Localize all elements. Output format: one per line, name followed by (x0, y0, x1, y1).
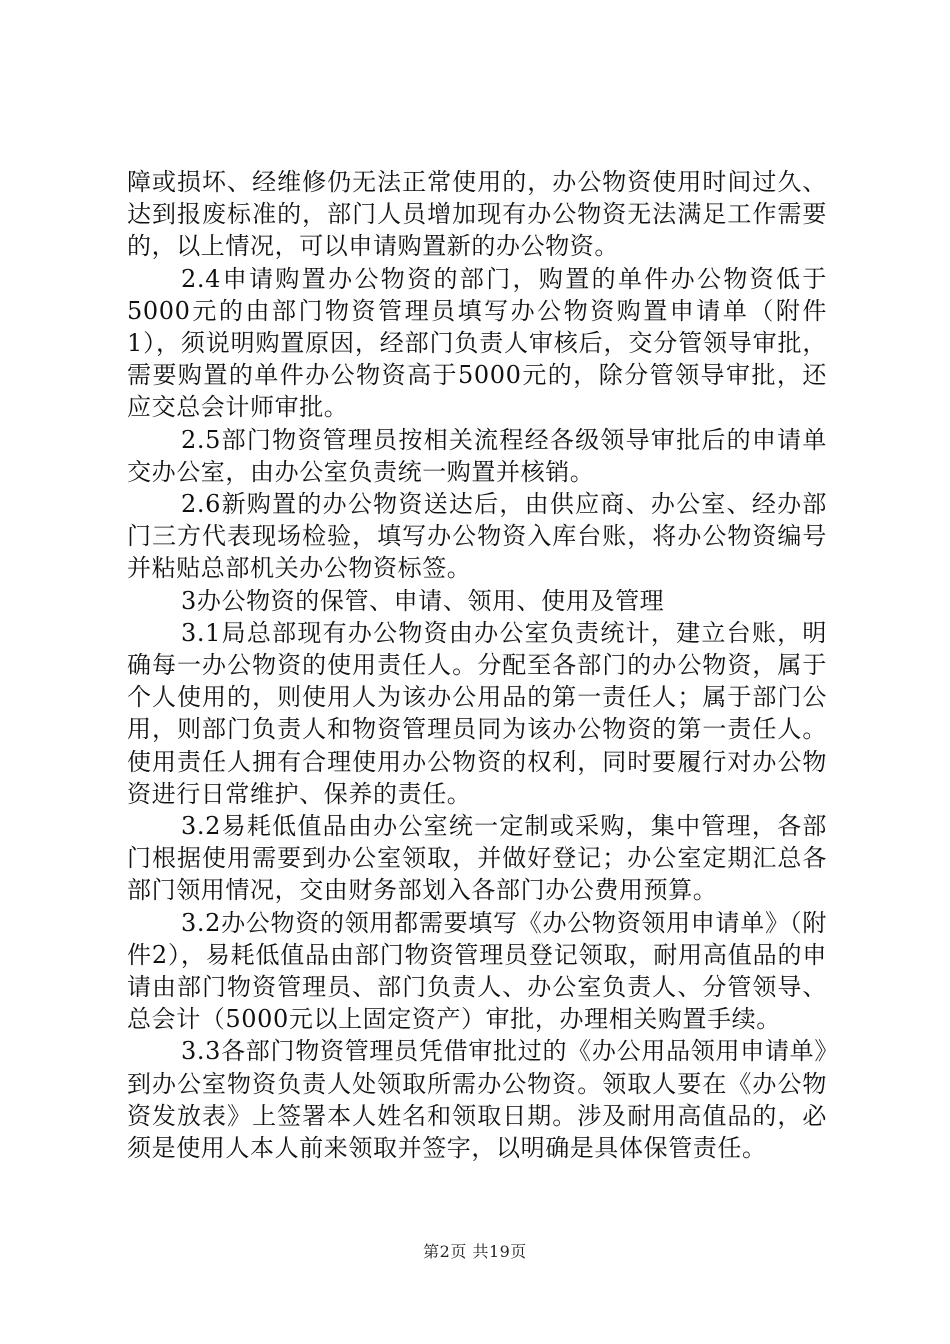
document-body (127, 166, 827, 1164)
paragraph-3-2-b: 3.2办公物资的领用都需要填写《办公物资领用申请单》（附件2），易耗低值品由部门物资管理员登记领取，耐用高值品的申请由部门物资管理员、部门负责人、办公室负责人、分管领导、总会计（5000元以上固定资产）审批，办理相关购置手续。 (127, 908, 827, 1034)
paragraph-continuation: 障或损坏、经维修仍无法正常使用的，办公物资使用时间过久、达到报废标准的，部门人员增加现有办公物资无法满足工作需要的，以上情况，可以申请购置新的办公物资。 (127, 168, 827, 261)
paragraph-2-5: 2.5部门物资管理员按相关流程经各级领导审批后的申请单交办公室，由办公室负责统一购置并核销。 (127, 425, 827, 486)
paragraph-3-2-a: 3.2易耗低值品由办公室统一定制或采购，集中管理，各部门根据使用需要到办公室领取，并做好登记；办公室定期汇总各部门领用情况，交由财务部划入各部门办公费用预算。 (127, 812, 827, 905)
paragraph-2-6: 2.6新购置的办公物资送达后，由供应商、办公室、经办部门三方代表现场检验，填写办公物资入库台账，将办公物资编号并粘贴总部机关办公物资标签。 (127, 490, 827, 583)
paragraph-3-3: 3.3各部门物资管理员凭借审批过的《办公用品领用申请单》到办公室物资负责人处领取所需办公物资。领取人要在《办公物资发放表》上签署本人姓名和领取日期。涉及耐用高值品的，必须是使用人本人前来领取并签字，以明确是具体保管责任。 (127, 1037, 827, 1163)
page-footer: 第2页 共19页 (423, 1242, 527, 1261)
section-heading-3: 3办公物资的保管、申请、领用、使用及管理 (181, 586, 665, 615)
paragraph-3-1: 3.1局总部现有办公物资由办公室负责统计，建立台账，明确每一办公物资的使用责任人。分配至各部门的办公物资，属于个人使用的，则使用人为该办公用品的第一责任人；属于部门公用，则部门负责人和物资管理员同为该办公物资的第一责任人。使用责任人拥有合理使用办公物资的权利，同时要履行对办公物资进行日常维护、保养的责任。 (127, 618, 827, 808)
paragraph-2-4: 2.4申请购置办公物资的部门，购置的单件办公物资低于5000元的由部门物资管理员填写办公物资购置申请单（附件1），须说明购置原因，经部门负责人审核后，交分管领导审批，需要购置的单件办公物资高于5000元的，除分管领导审批，还应交总会计师审批。 (127, 264, 827, 422)
